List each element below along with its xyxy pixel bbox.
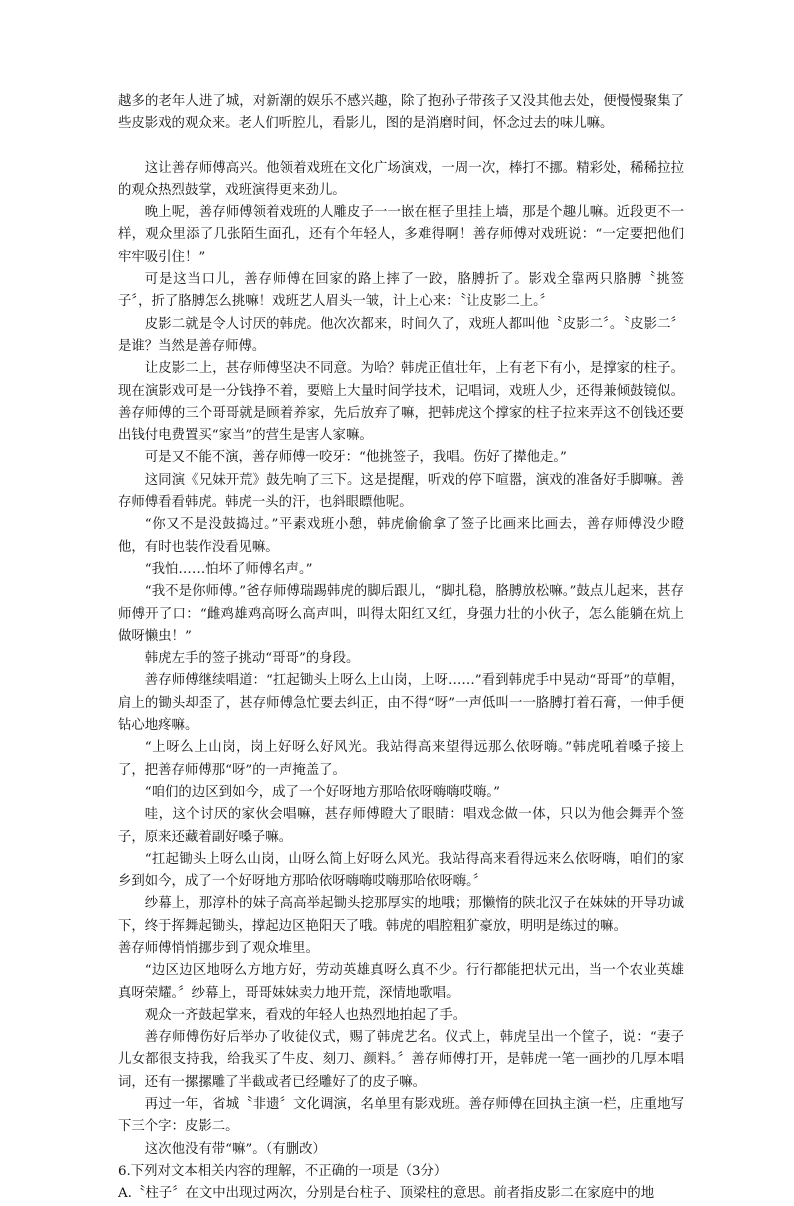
paragraph-7: 可是又不能不演，善存师傅一咬牙：“他挑签子，我唱。伤好了撵他走。” <box>144 450 567 466</box>
paragraph-20: “边区边区地呀么方地方好，劳动英雄真呀么真不少。行行都能把状元出，当一个农业英雄真呀荣耀。〞纱幕上，哥哥妹妹卖力地开荒，深情地歌唱。 <box>118 963 684 1001</box>
document-page <box>118 91 684 1206</box>
paragraph-23: 再过一年，省城〝非遗〞文化调演，名单里有影戏班。善存师傅在回执主演一栏，庄重地写下三个字：皮影二。 <box>118 1097 684 1135</box>
paragraph-21: 观众一齐鼓起掌来，看戏的年轻人也热烈地拍起了手。 <box>144 1007 467 1023</box>
paragraph-1: 越多的老年人进了城，对新潮的娱乐不感兴趣，除了抱孙子带孩子又没其他去处，便慢慢聚集了些皮影戏的观众来。老人们听腔儿，看影儿，图的是消磨时间，怀念过去的味儿嘛。 <box>118 94 684 132</box>
question-6-option-a: A.〝柱子〞在文中出现过两次，分别是台柱子、顶梁柱的意思。前者指皮影二在家庭中的地 <box>118 1186 655 1202</box>
paragraph-9: “你又不是没鼓捣过。”平素戏班小憩，韩虎偷偷拿了签子比画来比画去，善存师傅没少瞪他，有时也装作没看见嘛。 <box>118 517 684 555</box>
question-6-stem: 6.下列对文本相关内容的理解，不正确的一项是（3分） <box>118 1163 448 1179</box>
paragraph-12: 韩虎左手的签子挑动“哥哥”的身段。 <box>144 651 360 667</box>
paragraph-5: 皮影二就是令人讨厌的韩虎。他次次都来，时间久了，戏班人都叫他〝皮影二〞。〝皮影二〞是谁？当然是善存师傅。 <box>118 316 684 354</box>
paragraph-4: 可是这当口儿，善存师傅在回家的路上摔了一跤，胳膊折了。影戏全靠两只胳膊〝挑签子〞，折了胳膊怎么挑嘛！戏班艺人眉头一皱，计上心来：〝让皮影二上。〞 <box>118 272 684 310</box>
paragraph-6: 让皮影二上，甚存师傅坚决不同意。为哈？韩虎正值壮年，上有老下有小，是撑家的柱子。现在演影戏可是一分钱挣不着，要赔上大量时间学技术，记唱词，戏班人少，还得兼倾鼓镜似。善存师傅的三个哥哥就是顾着养家，先后放弃了嘛，把韩虎这个撑家的柱子拉来弄这不创钱还要出钱付电费置买“家当”的营生是害人家嘛。 <box>118 361 684 444</box>
paragraph-8: 这同演《兄妹开荒》鼓先响了三下。这是提醒，听戏的停下喧嚣，演戏的准备好手脚嘛。善存师傅看看韩虎。韩虎一头的汗，也斜眼瞟他呢。 <box>118 472 684 511</box>
paragraph-3: 晚上呢，善存师傅领着戏班的人雕皮子一一嵌在框子里挂上墙，那是个趣儿嘛。近段更不一样，观众里添了几张陌生面孔，还有个年轻人，多难得啊！善存师傅对戏班说：“一定要把他们牢牢吸引住！” <box>118 205 684 265</box>
paragraph-2: 这让善存师傅高兴。他领着戏班在文化广场演戏，一周一次，棒打不挪。精彩处，稀稀拉拉的观众热烈鼓掌，戏班演得更来劲儿。 <box>118 160 684 198</box>
paragraph-13: 善存师傅继续唱道：“扛起锄头上呀么上山岗，上呀……”看到韩虎手中晃动“哥哥”的草帽，肩上的锄头却歪了，甚存师傅急忙要去纠正，由不得“呀”一声低叫一一胳膊打着石膏，一伸手便钻心地疼嘛。 <box>118 673 684 734</box>
paragraph-10: “我怕……怕坏了师傅名声。” <box>144 561 313 577</box>
paragraph-18: 纱幕上，那淳朴的妹子高高举起锄头挖那厚实的地哦；那懒惰的陕北汉子在妹妹的开导功诚下，终于挥舞起锄头，撑起边区艳阳天了哦。韩虎的唱腔粗犷豪放，明明是练过的嘛。 <box>118 896 684 934</box>
paragraph-17: “扛起锄头上呀么山岗，山呀么简上好呀么风光。我站得高来看得远来么依呀嗨，咱们的家乡到如今，成了一个好呀地方那哈依呀嗨嗨哎嗨那哈依呀嗨。〞 <box>118 851 684 890</box>
paragraph-22: 善存师傅伤好后举办了收徒仪式，赐了韩虎艺名。仪式上，韩虎呈出一个筐子，说：“妻子儿女都很支持我，给我买了牛皮、刻刀、颜料。〞善存师傅打开，是韩虎一笔一画抄的几厚本唱词，还有一摞摞雕了半截或者已经雕好了的皮子嘛。 <box>118 1030 684 1090</box>
paragraph-24: 这次他没有带“嘛”。（有删改） <box>144 1141 326 1157</box>
paragraph-14: “上呀么上山岗，岗上好呀么好风光。我站得高来望得远那么依呀嗨。”韩虎吼着嗓子接上了，把善存师傅那“呀”的一声掩盖了。 <box>118 740 684 778</box>
paragraph-11: “我不是你师傅。”爸存师傅瑞踢韩虎的脚后跟儿，“脚扎稳，胳膊放松嘛。”鼓点儿起来，甚存师傅开了口：“雌鸡雄鸡高呀么高声叫，叫得太阳红又红，身强力壮的小伙子，怎么能躺在炕上做呀懒虫！” <box>118 584 684 644</box>
paragraph-16: 哇，这个讨厌的家伙会唱嘛，甚存师傅瞪大了眼睛：唱戏念做一体，只以为他会舞弄个签子，原来还藏着副好嗓子嘛。 <box>118 807 684 845</box>
paragraph-19: 善存师傅悄悄挪步到了观众堆里。 <box>118 940 319 956</box>
paragraph-15: “咱们的边区到如今，成了一个好呀地方那哈依呀嗨嗨哎嗨。” <box>144 784 500 800</box>
